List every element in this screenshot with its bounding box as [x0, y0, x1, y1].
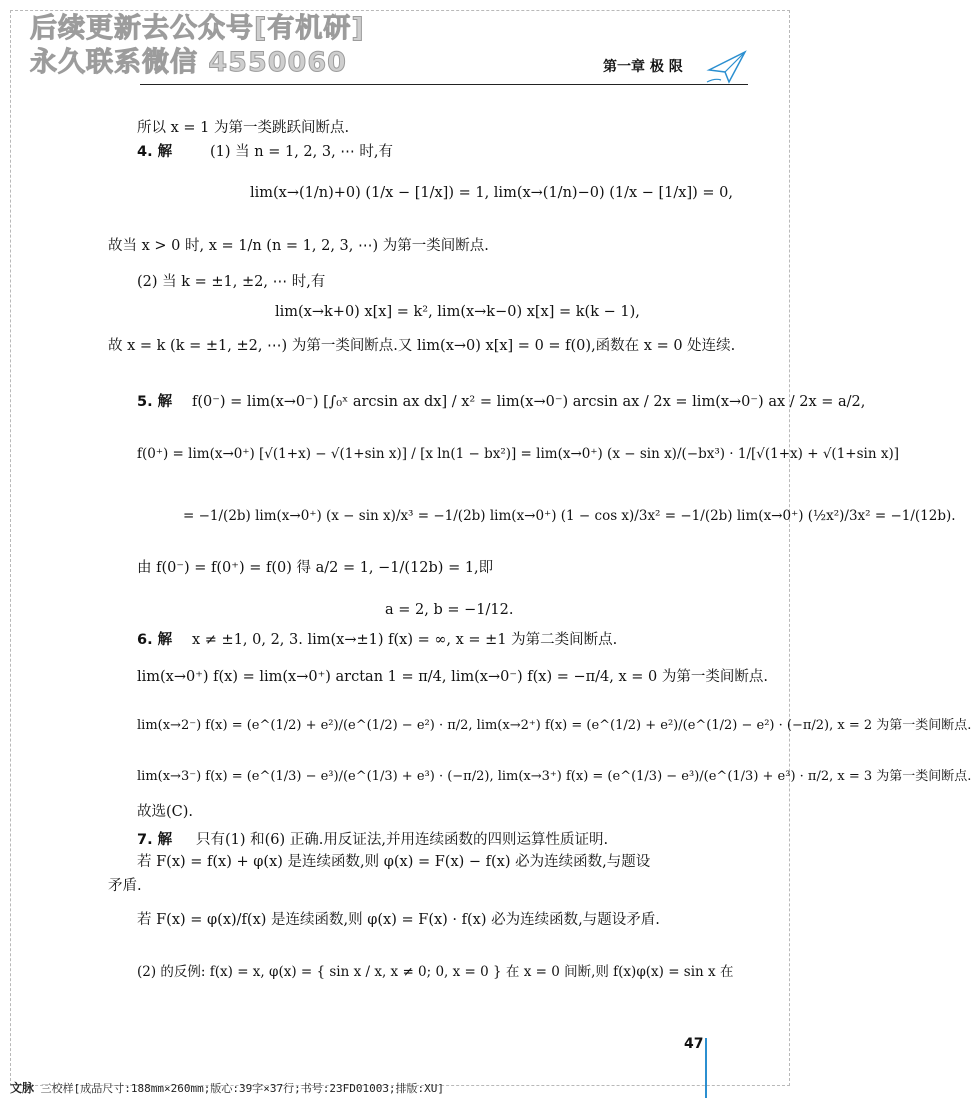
header-rule: [140, 84, 748, 85]
problem-7-heading: [137, 830, 172, 850]
formula-line: = −1/(2b) lim(x→0⁺) (x − sin x)/x³ = −1/(2b) lim(x→0⁺) (1 − cos x)/3x² = −1/(2b) lim(x→0⁺) (½x²)/3x² = −1/(12b).: [183, 508, 956, 524]
footer-spec: 三校样[成品尺寸:188mm×260mm;版心:39字×37行;书号:23FD01003;排版:XU]: [34, 1082, 445, 1095]
footer-brand: 文脉: [10, 1081, 35, 1095]
paper-plane-icon: [705, 48, 749, 88]
problem-5-heading: [137, 392, 172, 412]
formula-line: lim(x→k+0) x[x] = k², lim(x→k−0) x[x] = k(k − 1),: [275, 304, 640, 320]
text-line: 故当 x > 0 时, x = 1/n (n = 1, 2, 3, ⋯) 为第一类间断点.: [108, 238, 489, 254]
page-number: 47: [684, 1036, 704, 1052]
watermark-line-1: 后续更新去公众号[有机研]: [30, 13, 365, 44]
problem-label: 4. 解: [137, 144, 173, 160]
page-edge-line: [705, 1038, 707, 1098]
formula-line: lim(x→0⁺) f(x) = lim(x→0⁺) arctan 1 = π/4, lim(x→0⁻) f(x) = −π/4, x = 0 为第一类间断点.: [137, 669, 768, 685]
text-line: 由 f(0⁻) = f(0⁺) = f(0) 得 a/2 = 1, −1/(12b) = 1,即: [137, 560, 494, 576]
formula-line: a = 2, b = −1/12.: [385, 602, 514, 618]
text-line: x ≠ ±1, 0, 2, 3. lim(x→±1) f(x) = ∞, x = ±1 为第二类间断点.: [192, 632, 618, 648]
problem-4-heading: [137, 142, 172, 162]
formula-line: lim(x→2⁻) f(x) = (e^(1/2) + e²)/(e^(1/2) − e²) · π/2, lim(x→2⁺) f(x) = (e^(1/2) + e²)/(e^(1/2) − e²) · (−π/2), x = 2 为第一类间断点.: [137, 718, 971, 733]
text-line: (1) 当 n = 1, 2, 3, ⋯ 时,有: [210, 144, 394, 160]
text-line: (2) 当 k = ±1, ±2, ⋯ 时,有: [137, 274, 326, 290]
text-line: 只有(1) 和(6) 正确.用反证法,并用连续函数的四则运算性质证明.: [196, 832, 609, 848]
text-line: 故选(C).: [137, 804, 194, 820]
formula-line: f(0⁻) = lim(x→0⁻) [∫₀ˣ arcsin ax dx] / x² = lim(x→0⁻) arcsin ax / 2x = lim(x→0⁻) ax / 2x = a/2,: [192, 394, 866, 410]
formula-line: f(0⁺) = lim(x→0⁺) [√(1+x) − √(1+sin x)] / [x ln(1 − bx²)] = lim(x→0⁺) (x − sin x)/(−bx³) · 1/[√(1+x) + √(1+sin x)]: [137, 446, 899, 462]
text-line: 若 F(x) = f(x) + φ(x) 是连续函数,则 φ(x) = F(x) − f(x) 必为连续函数,与题设: [137, 854, 651, 870]
formula-line: lim(x→(1/n)+0) (1/x − [1/x]) = 1, lim(x→(1/n)−0) (1/x − [1/x]) = 0,: [250, 185, 733, 201]
problem-label: 7. 解: [137, 832, 173, 848]
watermark-line-2: 永久联系微信 4550060: [30, 47, 347, 78]
chapter-header: 第一章 极 限: [603, 59, 683, 75]
text-line: (2) 的反例: f(x) = x, φ(x) = { sin x / x, x ≠ 0; 0, x = 0 } 在 x = 0 间断,则 f(x)φ(x) = sin x 在: [137, 964, 734, 980]
problem-label: 5. 解: [137, 394, 173, 410]
text-line: 若 F(x) = φ(x)/f(x) 是连续函数,则 φ(x) = F(x) · f(x) 必为连续函数,与题设矛盾.: [137, 912, 660, 928]
problem-label: 6. 解: [137, 632, 173, 648]
print-footer: [10, 1079, 444, 1096]
text-line: 所以 x = 1 为第一类跳跃间断点.: [137, 120, 350, 136]
formula-line: lim(x→3⁻) f(x) = (e^(1/3) − e³)/(e^(1/3) + e³) · (−π/2), lim(x→3⁺) f(x) = (e^(1/3) − e³)/(e^(1/3) + e³) · π/2, x = 3 为第一类间断点.: [137, 769, 971, 784]
text-line: 故 x = k (k = ±1, ±2, ⋯) 为第一类间断点.又 lim(x→0) x[x] = 0 = f(0),函数在 x = 0 处连续.: [108, 338, 736, 354]
text-line: 矛盾.: [108, 878, 142, 894]
problem-6-heading: [137, 630, 172, 650]
